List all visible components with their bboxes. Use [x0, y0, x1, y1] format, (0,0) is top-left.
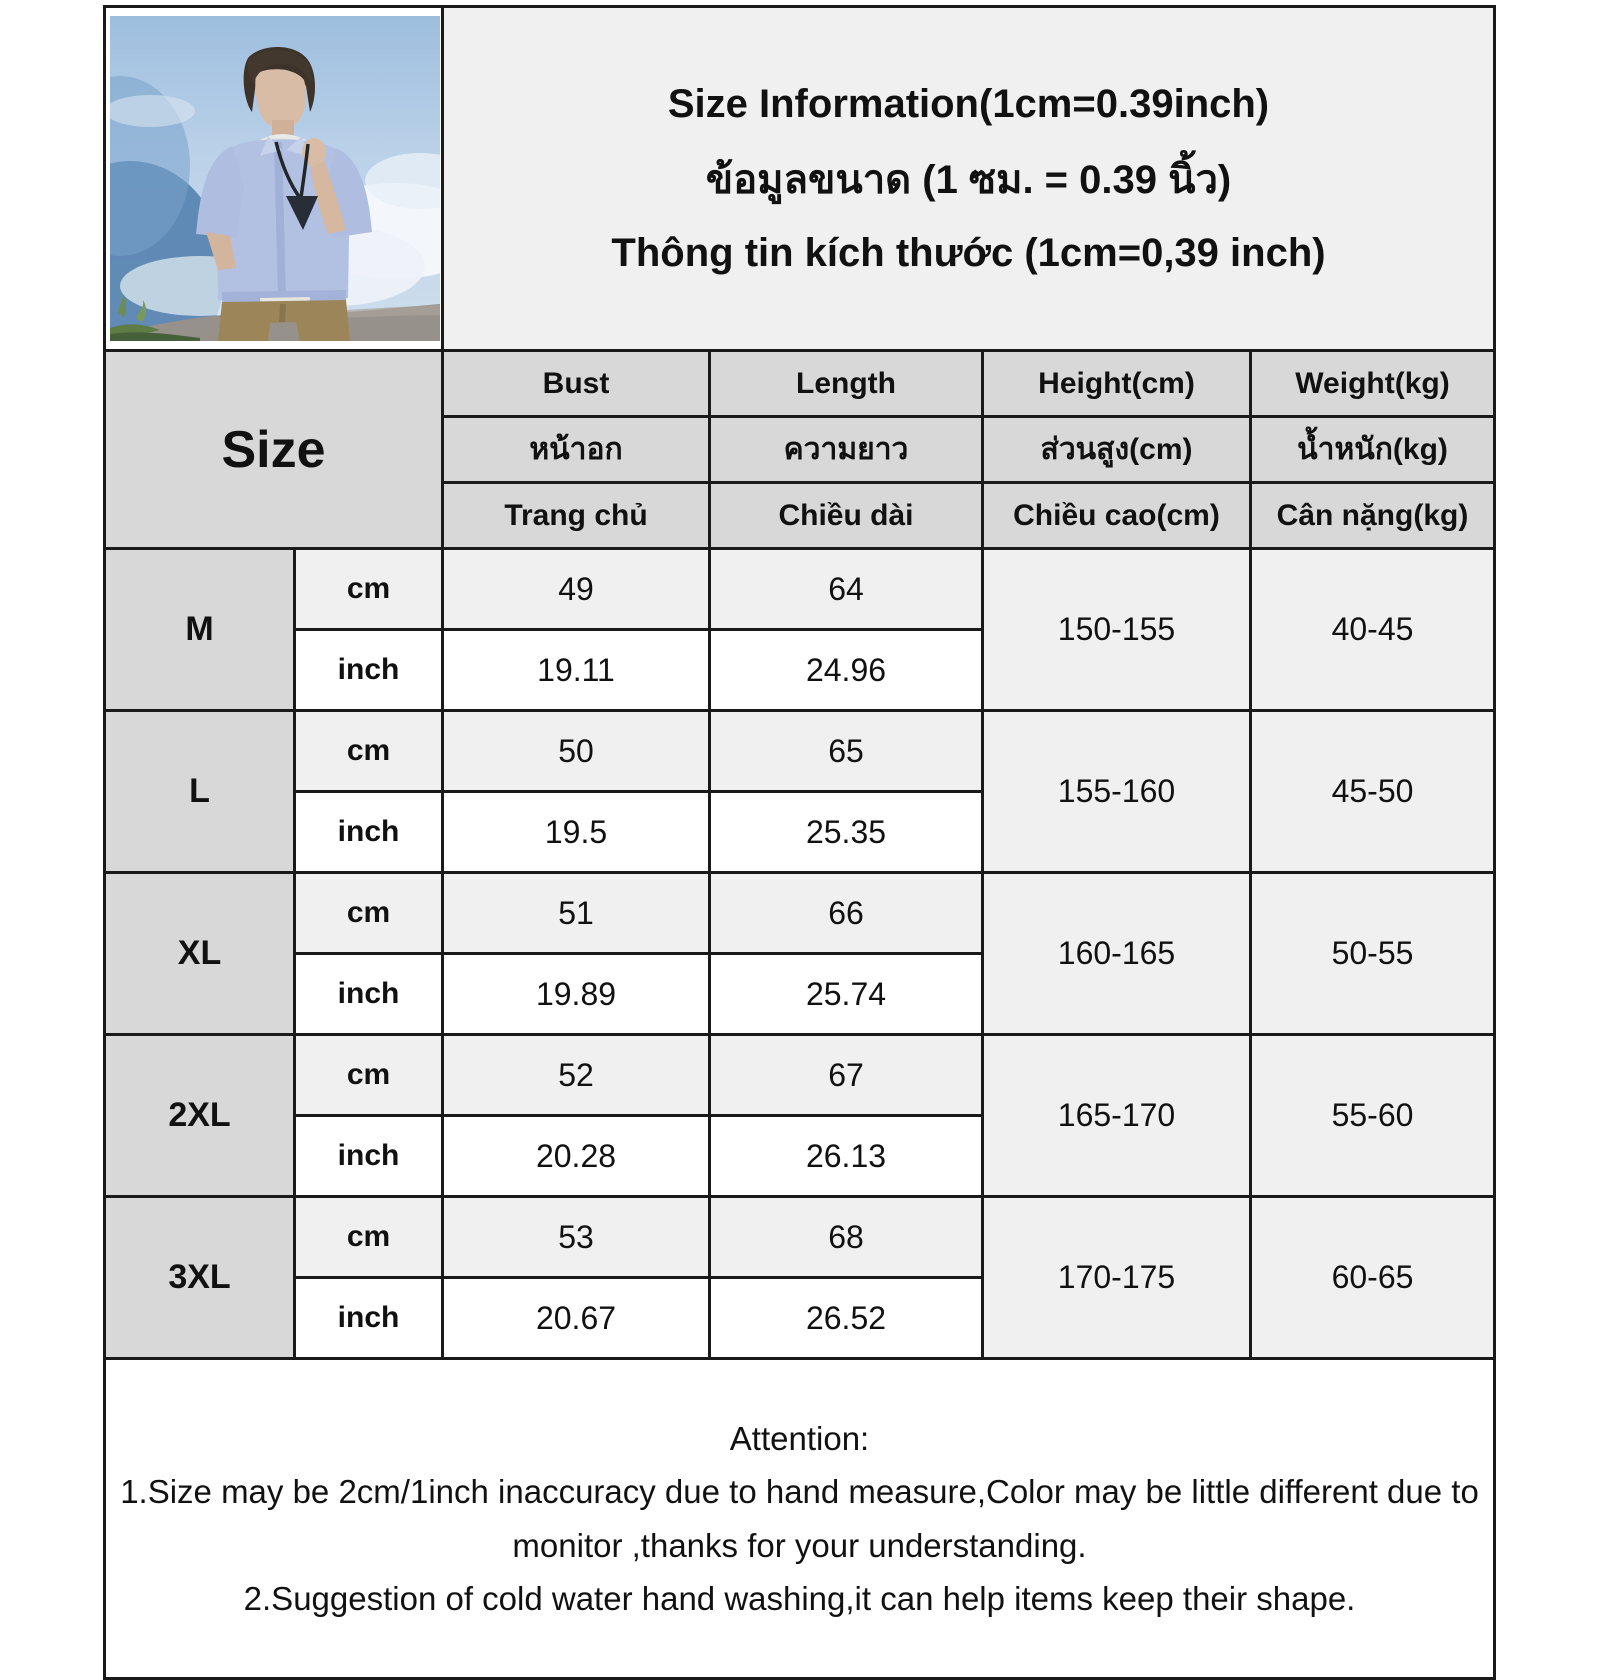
title-english: Size Information(1cm=0.39inch) [667, 81, 1270, 126]
header-weight-th: น้ำหนัก(kg) [1251, 417, 1495, 483]
attention-note-2: 2.Suggestion of cold water hand washing,it can help items keep their shape. [243, 1579, 1356, 1617]
bust-inch-xl: 19.89 [443, 954, 710, 1035]
unit-inch-l: inch [295, 792, 443, 873]
header-weight-en: Weight(kg) [1251, 351, 1495, 417]
height-2xl: 165-170 [983, 1035, 1251, 1197]
unit-cm-3xl: cm [295, 1197, 443, 1278]
attention-heading: Attention: [729, 1419, 870, 1457]
header-length-th: ความยาว [710, 417, 983, 483]
length-inch-m: 24.96 [710, 630, 983, 711]
bust-inch-m: 19.11 [443, 630, 710, 711]
length-inch-xl: 25.74 [710, 954, 983, 1035]
length-cm-m: 64 [710, 549, 983, 630]
model-photo-cell [105, 7, 443, 351]
size-chart-table [103, 5, 1496, 1680]
length-cm-xl: 66 [710, 873, 983, 954]
attention-cell [105, 1359, 1495, 1679]
bust-inch-2xl: 20.28 [443, 1116, 710, 1197]
bust-inch-l: 19.5 [443, 792, 710, 873]
weight-3xl: 60-65 [1251, 1197, 1495, 1359]
attention-note-1: 1.Size may be 2cm/1inch inaccuracy due to hand measure,Color may be little different due to monitor ,thanks for your understanding. [120, 1473, 1479, 1564]
bust-inch-3xl: 20.67 [443, 1278, 710, 1359]
bust-cm-xl: 51 [443, 873, 710, 954]
weight-m: 40-45 [1251, 549, 1495, 711]
weight-l: 45-50 [1251, 711, 1495, 873]
title-vietnamese: Thông tin kích thước (1cm=0,39 inch) [611, 230, 1326, 275]
unit-inch-3xl: inch [295, 1278, 443, 1359]
header-row-en [105, 351, 1495, 417]
row-l-cm [105, 711, 1495, 792]
header-length-en: Length [710, 351, 983, 417]
length-cm-l: 65 [710, 711, 983, 792]
weight-xl: 50-55 [1251, 873, 1495, 1035]
bust-cm-3xl: 53 [443, 1197, 710, 1278]
height-m: 150-155 [983, 549, 1251, 711]
size-cell-xl: XL [105, 873, 295, 1035]
unit-inch-2xl: inch [295, 1116, 443, 1197]
size-chart-sheet [103, 5, 1493, 1680]
bust-cm-m: 49 [443, 549, 710, 630]
length-inch-l: 25.35 [710, 792, 983, 873]
row-2xl-cm [105, 1035, 1495, 1116]
unit-inch-xl: inch [295, 954, 443, 1035]
length-inch-3xl: 26.52 [710, 1278, 983, 1359]
bust-cm-2xl: 52 [443, 1035, 710, 1116]
header-bust-en: Bust [443, 351, 710, 417]
unit-cm-m: cm [295, 549, 443, 630]
attention-row [105, 1359, 1495, 1679]
row-xl-cm [105, 873, 1495, 954]
size-cell-m: M [105, 549, 295, 711]
header-bust-vi: Trang chủ [443, 483, 710, 549]
title-cell [443, 7, 1495, 351]
height-xl: 160-165 [983, 873, 1251, 1035]
header-top-row [105, 7, 1495, 351]
unit-cm-xl: cm [295, 873, 443, 954]
row-m-cm [105, 549, 1495, 630]
length-inch-2xl: 26.13 [710, 1116, 983, 1197]
bust-cm-l: 50 [443, 711, 710, 792]
header-bust-th: หน้าอก [443, 417, 710, 483]
size-cell-2xl: 2XL [105, 1035, 295, 1197]
size-cell-l: L [105, 711, 295, 873]
header-height-vi: Chiều cao(cm) [983, 483, 1251, 549]
row-3xl-cm [105, 1197, 1495, 1278]
length-cm-2xl: 67 [710, 1035, 983, 1116]
header-height-en: Height(cm) [983, 351, 1251, 417]
header-length-vi: Chiều dài [710, 483, 983, 549]
size-header: Size [105, 351, 443, 549]
height-l: 155-160 [983, 711, 1251, 873]
model-photo [110, 16, 440, 341]
unit-inch-m: inch [295, 630, 443, 711]
header-height-th: ส่วนสูง(cm) [983, 417, 1251, 483]
title-thai: ข้อมูลขนาด (1 ซม. = 0.39 นิ้ว) [705, 157, 1232, 202]
header-weight-vi: Cân nặng(kg) [1251, 483, 1495, 549]
height-3xl: 170-175 [983, 1197, 1251, 1359]
weight-2xl: 55-60 [1251, 1035, 1495, 1197]
unit-cm-2xl: cm [295, 1035, 443, 1116]
size-cell-3xl: 3XL [105, 1197, 295, 1359]
unit-cm-l: cm [295, 711, 443, 792]
length-cm-3xl: 68 [710, 1197, 983, 1278]
